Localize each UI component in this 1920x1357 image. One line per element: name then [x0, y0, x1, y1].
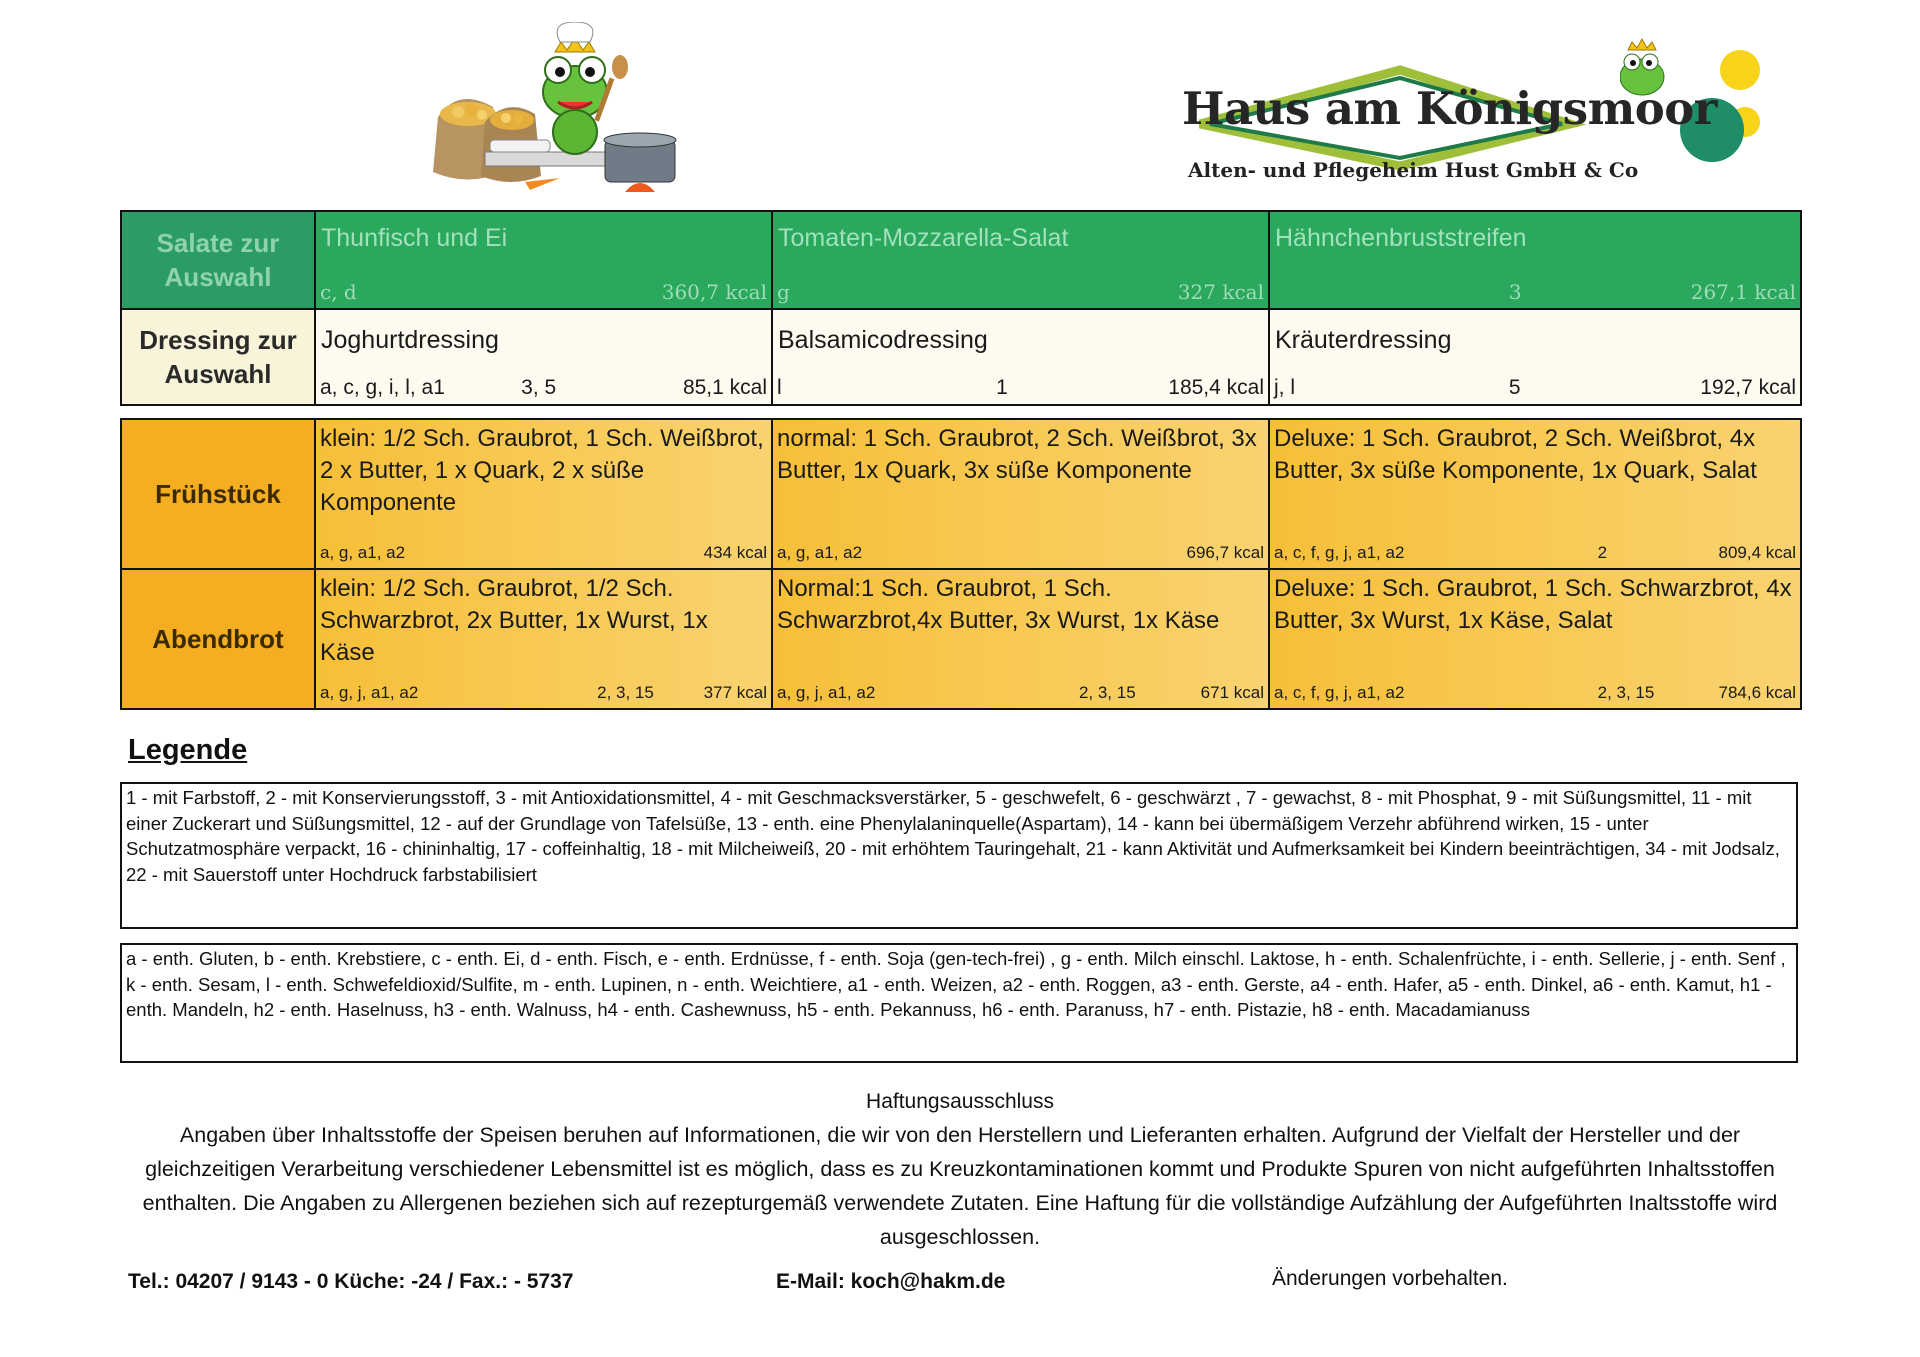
brand-name: Haus am Königsmoor	[1182, 82, 1717, 135]
supper-row-label: Abendbrot	[121, 569, 315, 709]
supper-kcal: 784,6 kcal	[1718, 683, 1796, 702]
breakfast-allergens: a, g, a1, a2	[777, 543, 863, 562]
breakfast-allergens: a, c, f, g, j, a1, a2	[1274, 543, 1405, 562]
chef-frog-illustration	[430, 22, 700, 202]
salad-cell	[315, 211, 772, 309]
salad-cell	[1269, 211, 1801, 309]
meals-table	[120, 418, 1802, 710]
dressing-additives: 3, 5	[521, 376, 557, 399]
changes-note: Änderungen vorbehalten.	[1272, 1267, 1508, 1290]
dressing-name: Kräuterdressing	[1275, 326, 1452, 354]
salad-additives: 3	[1508, 280, 1522, 304]
salad-cell	[772, 211, 1269, 309]
salad-name: Hähnchenbruststreifen	[1275, 224, 1527, 252]
dressing-cell	[315, 309, 772, 405]
supper-description: klein: 1/2 Sch. Graubrot, 1/2 Sch. Schwarzbrot, 2x Butter, 1x Wurst, 1x Käse	[320, 575, 708, 666]
dressing-allergens: a, c, g, i, l, a1	[320, 376, 445, 399]
breakfast-cell	[315, 419, 772, 569]
salads-row	[121, 211, 1801, 309]
allergens-legend: a - enth. Gluten, b - enth. Krebstiere, c - enth. Ei, d - enth. Fisch, e - enth. Erdnüsse, f - enth. Soja (gen-tech-frei) , g - enth. Milch einschl. Laktose, h - enth. Schalenfrüchte, i - enth. Sellerie, j - enth. Senf , k - enth. Sesam, l - enth. Schwefeldioxid/Sulfite, m - enth. Lupinen, n - enth. Weichtiere, a1 - enth. Weizen, a2 - enth. Roggen, a3 - enth. Gerste, a4 - enth. Hafer, a5 - enth. Dinkel, a6 - enth. Kamut, h1 - enth. Mandeln, h2 - enth. Haselnuss, h3 - enth. Walnuss, h4 - enth. Cashewnuss, h5 - enth. Pekannuss, h6 - enth. Paranuss, h7 - enth. Pistazie, h8 - enth. Macadamianuss	[120, 943, 1798, 1063]
supper-description: Deluxe: 1 Sch. Graubrot, 1 Sch. Schwarzbrot, 4x Butter, 3x Wurst, 1x Käse, Salat	[1274, 575, 1792, 634]
salad-allergens: g	[777, 280, 790, 304]
contact-phone: Tel.: 04207 / 9143 - 0 Küche: -24 / Fax.: - 5737	[128, 1270, 574, 1293]
breakfast-kcal: 696,7 kcal	[1186, 543, 1264, 562]
supper-cell	[315, 569, 772, 709]
supper-cell	[772, 569, 1269, 709]
dressing-name: Balsamicodressing	[778, 326, 988, 354]
supper-cell	[1269, 569, 1801, 709]
dressings-row	[121, 309, 1801, 405]
supper-additives: 2, 3, 15	[1078, 683, 1136, 702]
breakfast-description: Deluxe: 1 Sch. Graubrot, 2 Sch. Weißbrot, 4x Butter, 3x süße Komponente, 1x Quark, Salat	[1274, 425, 1757, 484]
salad-name: Thunfisch und Ei	[321, 224, 508, 252]
salad-allergens: c, d	[320, 280, 357, 304]
breakfast-cell	[772, 419, 1269, 569]
dressing-additives: 1	[996, 376, 1008, 399]
dressings-row-label: Dressing zur Auswahl	[121, 309, 315, 405]
supper-allergens: a, c, f, g, j, a1, a2	[1274, 683, 1405, 702]
breakfast-description: klein: 1/2 Sch. Graubrot, 1 Sch. Weißbrot, 2 x Butter, 1 x Quark, 2 x süße Komponente	[320, 425, 764, 516]
breakfast-cell	[1269, 419, 1801, 569]
salads-row-label: Salate zur Auswahl	[121, 211, 315, 309]
breakfast-additives: 2	[1597, 543, 1608, 562]
supper-row	[121, 569, 1801, 709]
dressing-cell	[1269, 309, 1801, 405]
dressing-kcal: 185,4 kcal	[1168, 376, 1264, 399]
supper-kcal: 671 kcal	[1200, 683, 1264, 702]
dressing-name: Joghurtdressing	[321, 326, 499, 354]
breakfast-kcal: 434 kcal	[703, 543, 767, 562]
salad-kcal: 267,1 kcal	[1690, 280, 1796, 304]
disclaimer-title: Haftungsausschluss	[866, 1090, 1054, 1113]
breakfast-row	[121, 419, 1801, 569]
breakfast-allergens: a, g, a1, a2	[320, 543, 406, 562]
dressing-kcal: 85,1 kcal	[682, 376, 767, 399]
salad-name: Tomaten-Mozzarella-Salat	[778, 224, 1069, 252]
supper-additives: 2, 3, 15	[597, 683, 654, 702]
supper-additives: 2, 3, 15	[1597, 683, 1655, 702]
supper-description: Normal:1 Sch. Graubrot, 1 Sch. Schwarzbrot,4x Butter, 3x Wurst, 1x Käse	[777, 575, 1220, 634]
salad-kcal: 360,7 kcal	[661, 280, 767, 304]
disclaimer-text: Angaben über Inhaltsstoffe der Speisen beruhen auf Informationen, die wir von den Herstellern und Lieferanten erhalten. Aufgrund der Vielfalt der Hersteller und der gleichzeitigen Verarbeitung verschiedener Lebensmittel ist es möglich, dass es zu Kreuzkontaminationen kommt und Produkte Spuren von nicht aufgeführten Inhaltsstoffen enthalten. Die Angaben zu Allergenen beziehen sich auf rezepturgemäß verwendete Zutaten. Eine Haftung für die vollständige Aufzählung der Aufgeführten Inaltsstoffe wird ausgeschlossen.	[142, 1123, 1778, 1249]
supper-allergens: a, g, j, a1, a2	[320, 683, 419, 702]
dressing-additives: 5	[1508, 376, 1521, 399]
breakfast-row-label: Frühstück	[121, 419, 315, 569]
contact-email: E-Mail: koch@hakm.de	[776, 1270, 1006, 1293]
supper-kcal: 377 kcal	[703, 683, 767, 702]
breakfast-description: normal: 1 Sch. Graubrot, 2 Sch. Weißbrot, 3x Butter, 1x Quark, 3x süße Komponente	[777, 425, 1257, 484]
breakfast-kcal: 809,4 kcal	[1718, 543, 1796, 562]
legend-title: Legende	[128, 734, 248, 766]
additives-legend: 1 - mit Farbstoff, 2 - mit Konservierungsstoff, 3 - mit Antioxidationsmittel, 4 - mit Geschmacksverstärker, 5 - geschwefelt, 6 - geschwärzt , 7 - gewachst, 8 - mit Phosphat, 9 - mit Süßungsmittel, 11 - mit einer Zuckerart und Süßungsmittel, 12 - auf der Grundlage von Tafelsüße, 13 - enth. eine Phenylalaninquelle(Aspartam), 14 - kann bei übermäßigem Verzehr abführend wirken, 15 - unter Schutzatmosphäre verpackt, 16 - chininhaltig, 17 - coffeinhaltig, 18 - mit Milcheiweiß, 20 - mit erhöhtem Tauringehalt, 21 - kann Aktivität und Aufmerksamkeit bei Kindern beeinträchtigen, 34 - mit Jodsalz, 22 - mit Sauerstoff unter Hochdruck farbstabilisiert	[120, 782, 1798, 929]
salad-kcal: 327 kcal	[1177, 280, 1264, 304]
brand-subtitle: Alten- und Pflegeheim Hust GmbH & Co	[1188, 158, 1639, 182]
dressing-allergens: j, l	[1274, 376, 1295, 399]
supper-allergens: a, g, j, a1, a2	[777, 683, 876, 702]
dressing-cell	[772, 309, 1269, 405]
dressing-kcal: 192,7 kcal	[1700, 376, 1796, 399]
dressing-allergens: l	[777, 376, 782, 399]
salads-dressings-table	[120, 210, 1802, 406]
